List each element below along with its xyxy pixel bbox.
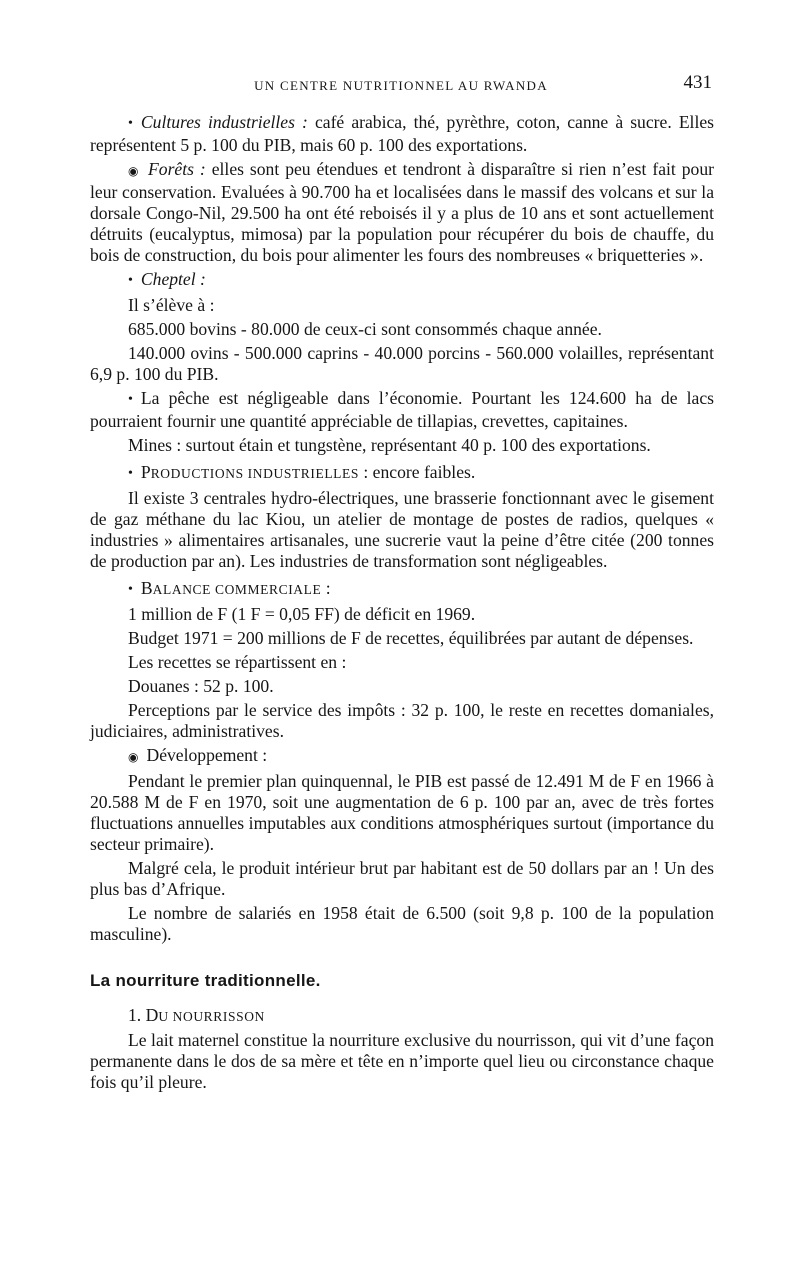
label-productions-cap: P bbox=[140, 462, 151, 482]
paragraph-salaries: Le nombre de salariés en 1958 était de 6.500 (soit 9,8 p. 100 de la population masculine). bbox=[90, 903, 714, 944]
text-cultures: café arabica, thé, pyrèthre, coton, canne à sucre. Elles représentent 5 p. 100 du PIB, mais 60 p. 100 des exportations. bbox=[90, 112, 714, 155]
label-balance-cap: B bbox=[140, 578, 153, 598]
text-balance: : bbox=[321, 578, 331, 598]
text-peche: La pêche est négligeable dans l’économie. Pourtant les 124.600 ha de lacs pourraient fournir une quantité appréciable de tillapias, crevettes, capitaines. bbox=[90, 388, 714, 431]
paragraph-mines: Mines : surtout étain et tungstène, représentant 40 p. 100 des exportations. bbox=[128, 435, 651, 455]
paragraph-recettes: Les recettes se répartissent en : bbox=[128, 652, 347, 672]
subheading-cap: D bbox=[145, 1005, 159, 1025]
paragraph-cheptel bbox=[90, 269, 714, 292]
paragraph-malgre: Malgré cela, le produit intérieur brut par habitant est de 50 dollars par an ! Un des plus bas d’Afrique. bbox=[90, 858, 714, 899]
paragraph-peche bbox=[90, 388, 714, 432]
bullet-icon: • bbox=[128, 392, 133, 407]
ring-bullet-icon: ◉ bbox=[128, 750, 139, 764]
page-number: 431 bbox=[683, 72, 712, 93]
paragraph-plan: Pendant le premier plan quinquennal, le PIB est passé de 12.491 M de F en 1966 à 20.588 M de F en 1970, soit une augmentation de 6 p. 100 par an, avec de très fortes fluctuations annuelles imputables aux conditions atmosphériques surtout (importance du secteur primaire). bbox=[90, 771, 714, 854]
ring-bullet-icon: ◉ bbox=[128, 164, 141, 178]
paragraph-perceptions: Perceptions par le service des impôts : 32 p. 100, le reste en recettes domaniales, judiciaires, administratives. bbox=[90, 700, 714, 741]
bullet-icon: • bbox=[128, 116, 133, 131]
subheading-label: U NOURRISSON bbox=[158, 1009, 265, 1024]
paragraph-bovins: 685.000 bovins - 80.000 de ceux-ci sont consommés chaque année. bbox=[128, 319, 602, 339]
paragraph-forets bbox=[90, 159, 714, 266]
paragraph-productions bbox=[90, 462, 714, 485]
label-forets: Forêts : bbox=[148, 159, 206, 179]
running-title: UN CENTRE NUTRITIONNEL AU RWANDA bbox=[254, 78, 548, 93]
label-developpement: Développement : bbox=[146, 745, 268, 765]
label-cheptel: Cheptel : bbox=[140, 269, 206, 289]
label-cultures: Cultures industrielles : bbox=[140, 112, 308, 132]
paragraph-developpement bbox=[90, 745, 714, 768]
subheading-number: 1. bbox=[128, 1005, 146, 1025]
paragraph-budget: Budget 1971 = 200 millions de F de recettes, équilibrées par autant de dépenses. bbox=[128, 628, 694, 648]
paragraph-ovins: 140.000 ovins - 500.000 caprins - 40.000 porcins - 560.000 volailles, représentant 6,9 p. 100 du PIB. bbox=[90, 343, 714, 384]
page-header bbox=[90, 72, 712, 100]
paragraph-deficit: 1 million de F (1 F = 0,05 FF) de déficit en 1969. bbox=[128, 604, 476, 624]
paragraph-douanes: Douanes : 52 p. 100. bbox=[128, 676, 274, 696]
paragraph-eleve: Il s’élève à : bbox=[128, 295, 215, 315]
paragraph-cultures bbox=[90, 112, 714, 156]
paragraph-lait: Le lait maternel constitue la nourriture exclusive du nourrisson, qui vit d’une façon permanente dans le dos de sa mère et tête en n’importe quel lieu ou circonstance chaque fois qu’il pleure. bbox=[90, 1030, 714, 1092]
label-productions: RODUCTIONS INDUSTRIELLES bbox=[150, 466, 359, 481]
section-heading: La nourriture traditionnelle. bbox=[90, 971, 321, 990]
text-productions: : encore faibles. bbox=[358, 462, 476, 482]
paragraph-balance bbox=[90, 578, 714, 601]
bullet-icon: • bbox=[128, 582, 133, 597]
label-balance: ALANCE COMMERCIALE bbox=[152, 582, 322, 597]
bullet-icon: • bbox=[128, 273, 133, 288]
text-forets: elles sont peu étendues et tendront à disparaître si rien n’est fait pour leur conservation. Evaluées à 90.700 ha et localisées dans le massif des volcans et sur la dorsale Congo-Nil, 29.500 ha ont été reboisés il y a plus de 10 ans et sont actuellement détruits (eucalyptus, mimosa) par la population pour récupérer du bois de chauffe, du bois de construction, du bois pour alimenter les fours des nombreuses « briquetteries ». bbox=[90, 159, 714, 265]
page-body bbox=[90, 112, 714, 1096]
bullet-icon: • bbox=[128, 466, 133, 481]
subheading-nourrisson bbox=[90, 1005, 714, 1027]
paragraph-centrales: Il existe 3 centrales hydro-électriques, une brasserie fonctionnant avec le gisement de gaz méthane du lac Kiou, un atelier de montage de postes de radios, quelques « industries » alimentaires artisanales, une sucrerie vaut la peine d’être citée (200 tonnes de production par an). Les industries de transformation sont négligeables. bbox=[90, 488, 714, 571]
